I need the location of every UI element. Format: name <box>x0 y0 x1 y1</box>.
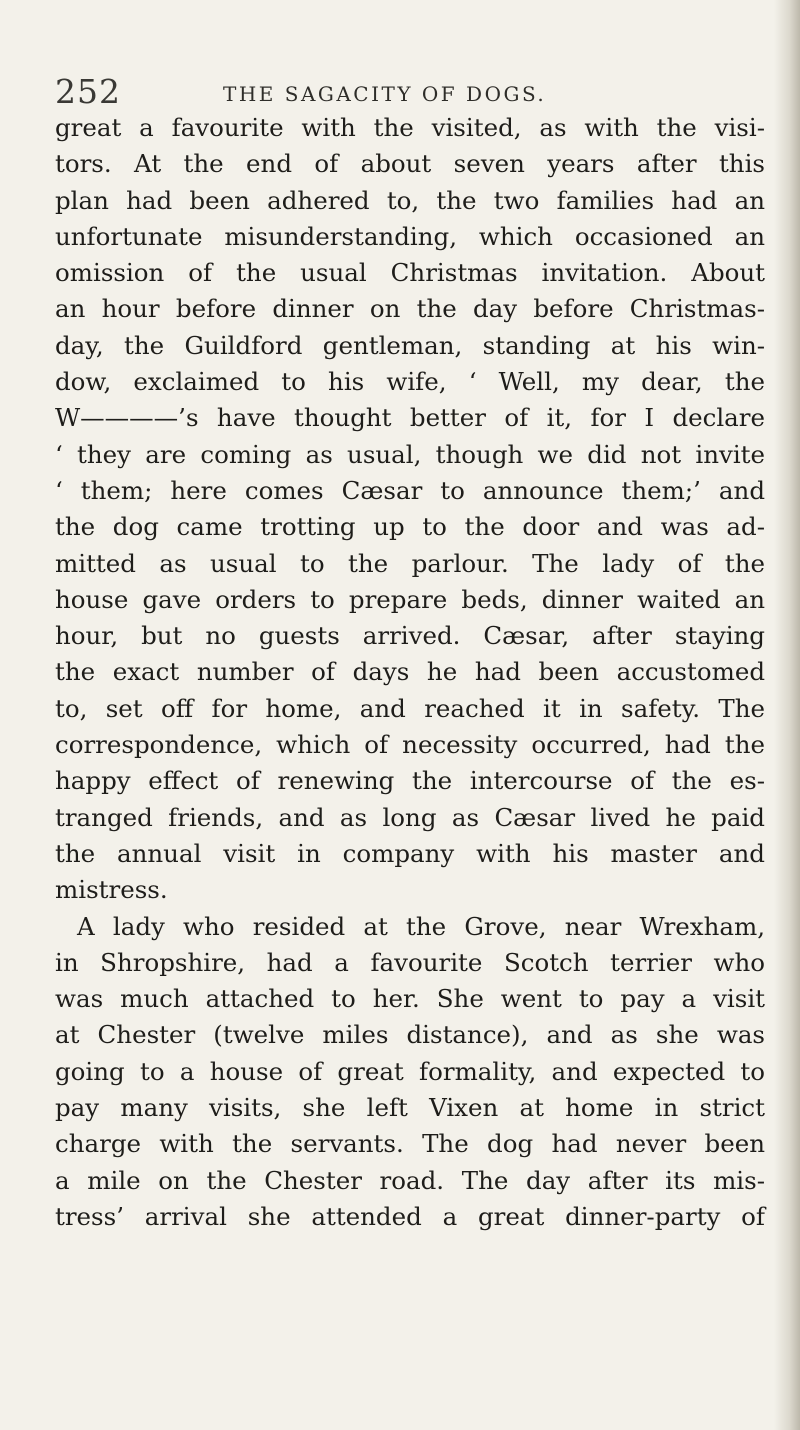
text-line: in Shropshire, had a favourite Scotch terrier who <box>55 947 765 977</box>
text-line: W————’s have thought better of it, for I declare <box>55 403 765 433</box>
text-line: to, set off for home, and reached it in safety. The <box>55 693 765 723</box>
text-line: tranged friends, and as long as Cæsar lived he paid <box>55 802 765 832</box>
page-header <box>55 72 755 112</box>
text-line: mitted as usual to the parlour. The lady of the <box>55 548 765 578</box>
text-line: pay many visits, she left Vixen at home in strict <box>55 1093 765 1123</box>
text-line: tors. At the end of about seven years after this <box>55 149 765 179</box>
text-line: a mile on the Chester road. The day after its mis- <box>55 1165 765 1195</box>
text-line: an hour before dinner on the day before Christmas- <box>55 294 765 324</box>
text-line: A lady who resided at the Grove, near Wrexham, <box>77 911 765 941</box>
text-line: omission of the usual Christmas invitation. About <box>55 258 765 288</box>
text-line: dow, exclaimed to his wife, ‘ Well, my dear, the <box>55 367 765 397</box>
text-line: day, the Guildford gentleman, standing at his win- <box>55 330 765 360</box>
text-line: correspondence, which of necessity occurred, had the <box>55 730 765 760</box>
text-line: hour, but no guests arrived. Cæsar, after staying <box>55 621 765 651</box>
text-line: mistress. <box>55 875 168 905</box>
text-line: charge with the servants. The dog had never been <box>55 1129 765 1159</box>
text-line: plan had been adhered to, the two families had an <box>55 185 765 215</box>
text-line: the exact number of days he had been accustomed <box>55 657 765 687</box>
text-line: at Chester (twelve miles distance), and as she was <box>55 1020 765 1050</box>
text-line: unfortunate misunderstanding, which occasioned an <box>55 221 765 251</box>
page-edge-shadow <box>774 0 800 1430</box>
text-line: great a favourite with the visited, as with the visi- <box>55 113 765 142</box>
running-head: THE SAGACITY OF DOGS. <box>223 82 547 106</box>
text-line: house gave orders to prepare beds, dinner waited an <box>55 584 765 614</box>
text-line: the annual visit in company with his master and <box>55 838 765 868</box>
text-line: ‘ them; here comes Cæsar to announce them;’ and <box>55 475 765 505</box>
text-line: going to a house of great formality, and expected to <box>55 1056 765 1086</box>
text-line: the dog came trotting up to the door and was ad- <box>55 512 765 542</box>
text-line: tress’ arrival she attended a great dinner-party of <box>55 1201 765 1231</box>
page-number: 252 <box>55 72 121 111</box>
text-line: ‘ they are coming as usual, though we did not invite <box>55 439 765 469</box>
text-line: was much attached to her. She went to pay a visit <box>55 984 765 1014</box>
body-text <box>55 110 765 1235</box>
text-line: happy effect of renewing the intercourse of the es- <box>55 766 765 796</box>
